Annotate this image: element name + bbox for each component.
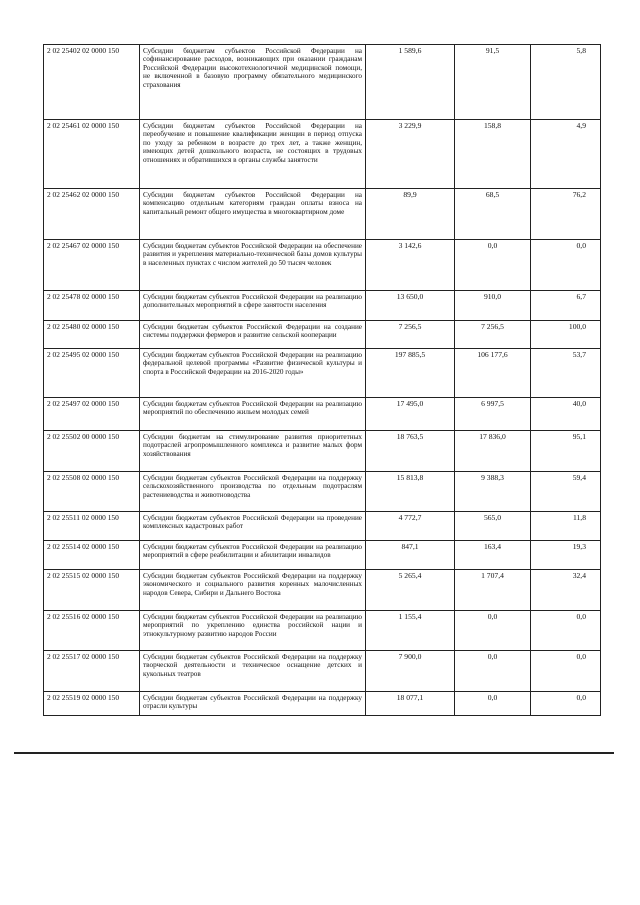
row-fact: 163,4 (455, 541, 531, 570)
row-code: 2 02 25516 02 0000 150 (44, 611, 140, 651)
row-percent: 0,0 (531, 692, 601, 716)
row-plan: 7 900,0 (366, 651, 455, 692)
row-plan: 89,9 (366, 189, 455, 240)
row-description: Субсидии бюджетам субъектов Российской Федерации на реализацию мероприятий по обеспечению жильем молодых семей (140, 398, 366, 431)
row-plan: 5 265,4 (366, 570, 455, 611)
row-code: 2 02 25511 02 0000 150 (44, 512, 140, 541)
row-fact: 68,5 (455, 189, 531, 240)
row-code: 2 02 25517 02 0000 150 (44, 651, 140, 692)
row-percent: 100,0 (531, 321, 601, 349)
row-description: Субсидии бюджетам на стимулирование развития приоритетных подотраслей агропромышленного комплекса и развитие малых форм хозяйствования (140, 431, 366, 472)
row-percent: 32,4 (531, 570, 601, 611)
row-fact: 910,0 (455, 291, 531, 321)
row-code: 2 02 25502 00 0000 150 (44, 431, 140, 472)
table-row (44, 431, 601, 472)
row-percent: 76,2 (531, 189, 601, 240)
row-fact: 91,5 (455, 45, 531, 120)
row-code: 2 02 25495 02 0000 150 (44, 349, 140, 398)
row-code: 2 02 25461 02 0000 150 (44, 120, 140, 189)
row-description: Субсидии бюджетам субъектов Российской Федерации на реализацию федеральной целевой программы «Развитие физической культуры и спорта в Российской Федерации на 2016-2020 годы» (140, 349, 366, 398)
row-fact: 0,0 (455, 611, 531, 651)
row-plan: 4 772,7 (366, 512, 455, 541)
row-percent: 0,0 (531, 611, 601, 651)
row-percent: 6,7 (531, 291, 601, 321)
row-percent: 59,4 (531, 472, 601, 512)
page-divider-line (14, 752, 614, 754)
row-description: Субсидии бюджетам субъектов Российской Федерации на софинансирование расходов, возникающих при оказании гражданам Российской Федерации высокотехнологичной медицинской помощи, не включенной в базовую программу обязательного медицинского страхования (140, 45, 366, 120)
table-row (44, 512, 601, 541)
row-plan: 197 885,5 (366, 349, 455, 398)
table-row (44, 45, 601, 120)
row-plan: 18 763,5 (366, 431, 455, 472)
row-fact: 1 707,4 (455, 570, 531, 611)
row-plan: 3 229,9 (366, 120, 455, 189)
table-row (44, 291, 601, 321)
row-plan: 1 589,6 (366, 45, 455, 120)
table-row (44, 398, 601, 431)
row-code: 2 02 25402 02 0000 150 (44, 45, 140, 120)
row-code: 2 02 25467 02 0000 150 (44, 240, 140, 291)
row-description: Субсидии бюджетам субъектов Российской Федерации на реализацию мероприятий в сфере реабилитации и абилитации инвалидов (140, 541, 366, 570)
row-percent: 11,8 (531, 512, 601, 541)
table-row (44, 570, 601, 611)
table-row (44, 611, 601, 651)
row-plan: 18 077,1 (366, 692, 455, 716)
table-row (44, 189, 601, 240)
row-plan: 13 650,0 (366, 291, 455, 321)
row-percent: 4,9 (531, 120, 601, 189)
row-description: Субсидии бюджетам субъектов Российской Федерации на поддержку отрасли культуры (140, 692, 366, 716)
table-body (44, 45, 601, 716)
row-percent: 19,3 (531, 541, 601, 570)
row-fact: 7 256,5 (455, 321, 531, 349)
row-description: Субсидии бюджетам субъектов Российской Федерации на поддержку экономического и социального развития коренных малочисленных народов Севера, Сибири и Дальнего Востока (140, 570, 366, 611)
row-description: Субсидии бюджетам субъектов Российской Федерации на обеспечение развития и укрепления материально-технической базы домов культуры в населенных пунктах с числом жителей до 50 тысяч человек (140, 240, 366, 291)
row-percent: 0,0 (531, 240, 601, 291)
row-fact: 0,0 (455, 240, 531, 291)
budget-table-container (43, 44, 600, 716)
row-code: 2 02 25514 02 0000 150 (44, 541, 140, 570)
row-fact: 6 997,5 (455, 398, 531, 431)
row-description: Субсидии бюджетам субъектов Российской Федерации на проведение комплексных кадастровых работ (140, 512, 366, 541)
table-row (44, 240, 601, 291)
row-percent: 53,7 (531, 349, 601, 398)
row-fact: 9 388,3 (455, 472, 531, 512)
row-fact: 158,8 (455, 120, 531, 189)
row-code: 2 02 25497 02 0000 150 (44, 398, 140, 431)
table-row (44, 120, 601, 189)
row-description: Субсидии бюджетам субъектов Российской Федерации на переобучение и повышение квалификации женщин в период отпуска по уходу за ребенком в возрасте до трех лет, а также женщин, имеющих детей дошкольного возраста, не состоящих в трудовых отношениях и обратившихся в органы службы занятости (140, 120, 366, 189)
row-code: 2 02 25508 02 0000 150 (44, 472, 140, 512)
row-fact: 0,0 (455, 651, 531, 692)
row-description: Субсидии бюджетам субъектов Российской Федерации на поддержку сельскохозяйственного производства по отдельным подотраслям растениеводства и животноводства (140, 472, 366, 512)
row-plan: 17 495,0 (366, 398, 455, 431)
table-row (44, 321, 601, 349)
row-percent: 5,8 (531, 45, 601, 120)
row-plan: 3 142,6 (366, 240, 455, 291)
row-code: 2 02 25519 02 0000 150 (44, 692, 140, 716)
table-row (44, 541, 601, 570)
row-description: Субсидии бюджетам субъектов Российской Федерации на реализацию мероприятий по укреплению единства российской нации и этнокультурному развитию народов России (140, 611, 366, 651)
row-fact: 106 177,6 (455, 349, 531, 398)
row-code: 2 02 25480 02 0000 150 (44, 321, 140, 349)
row-code: 2 02 25515 02 0000 150 (44, 570, 140, 611)
table-row (44, 349, 601, 398)
row-percent: 0,0 (531, 651, 601, 692)
row-description: Субсидии бюджетам субъектов Российской Федерации на поддержку творческой деятельности и техническое оснащение детских и кукольных театров (140, 651, 366, 692)
row-plan: 847,1 (366, 541, 455, 570)
row-percent: 95,1 (531, 431, 601, 472)
row-fact: 17 836,0 (455, 431, 531, 472)
table-row (44, 651, 601, 692)
row-description: Субсидии бюджетам субъектов Российской Федерации на создание системы поддержки фермеров и развитие сельской кооперации (140, 321, 366, 349)
row-percent: 40,0 (531, 398, 601, 431)
row-plan: 15 813,8 (366, 472, 455, 512)
row-code: 2 02 25462 02 0000 150 (44, 189, 140, 240)
row-plan: 1 155,4 (366, 611, 455, 651)
budget-table (43, 44, 601, 716)
row-description: Субсидии бюджетам субъектов Российской Федерации на компенсацию отдельным категориям граждан оплаты взноса на капитальный ремонт общего имущества в многоквартирном доме (140, 189, 366, 240)
row-fact: 565,0 (455, 512, 531, 541)
table-row (44, 472, 601, 512)
row-description: Субсидии бюджетам субъектов Российской Федерации на реализацию дополнительных мероприятий в сфере занятости населения (140, 291, 366, 321)
row-plan: 7 256,5 (366, 321, 455, 349)
row-code: 2 02 25478 02 0000 150 (44, 291, 140, 321)
row-fact: 0,0 (455, 692, 531, 716)
table-row (44, 692, 601, 716)
